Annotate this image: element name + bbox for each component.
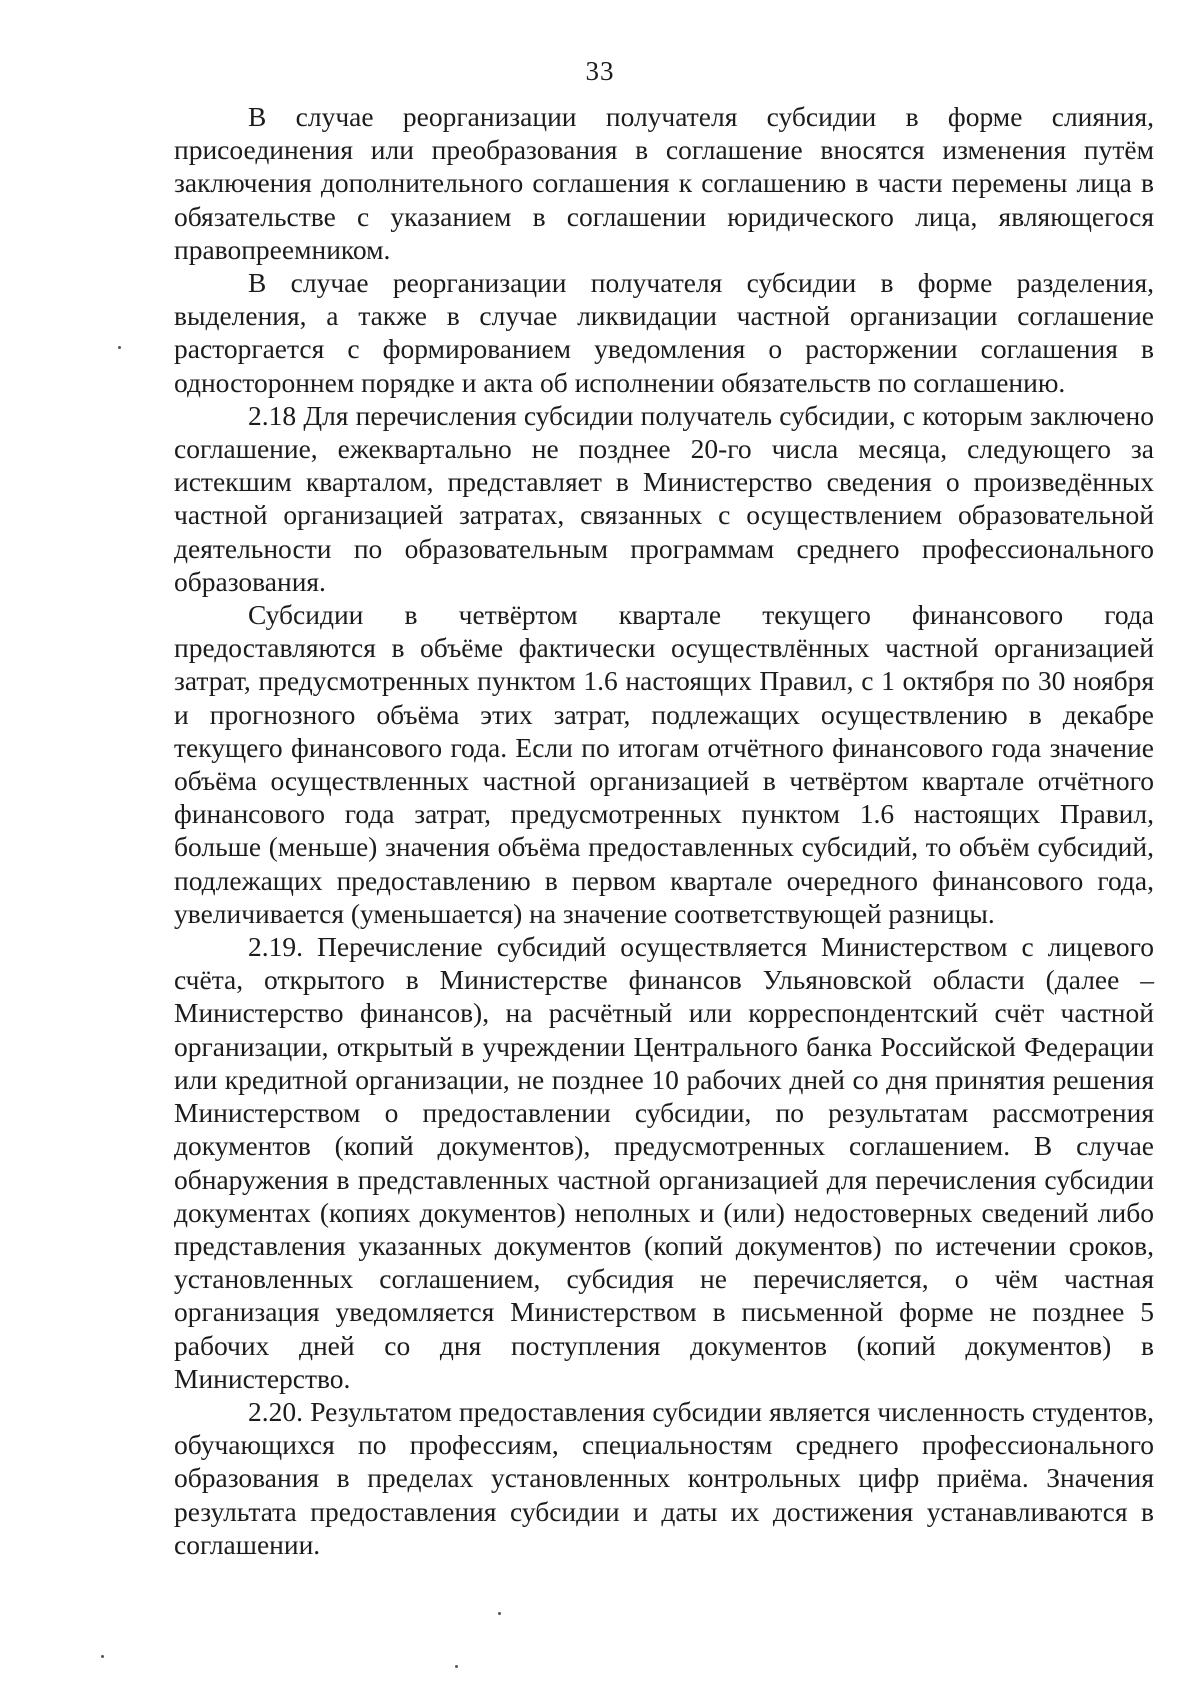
paragraph-reorganization-merger: В случае реорганизации получателя субсидии в форме слияния, присоединения или преобразования в соглашение вносятся изменения путём заключения дополнительного соглашения к соглашению в части перемены лица в обязательстве с указанием в соглашении юридического лица, являющегося правопреемником.	[174, 101, 1154, 265]
scan-speck	[118, 346, 121, 349]
page-number: 33	[585, 56, 615, 86]
scan-speck	[455, 1665, 458, 1668]
paragraph-reorganization-division: В случае реорганизации получателя субсидии в форме разделения, выделения, а также в случае ликвидации частной организации соглашение расторгается с формированием уведомления о расторжении соглашения в одностороннем порядке и акта об исполнении обязательств по соглашению.	[174, 267, 1154, 398]
paragraph-clause-2-19: 2.19. Перечисление субсидий осуществляется Министерством с лицевого счёта, открытого в Министерстве финансов Ульяновской области (далее – Министерство финансов), на расчётный или корреспондентский счёт частной организации, открытый в учреждении Центрального банка Российской Федерации или кредитной организации, не позднее 10 рабочих дней со дня принятия решения Министерством о предоставлении субсидии, по результатам рассмотрения документов (копий документов), предусмотренных соглашением. В случае обнаружения в представленных частной организацией для перечисления субсидии документах (копиях документов) неполных и (или) недостоверных сведений либо представления указанных документов (копий документов) по истечении сроков, установленных соглашением, субсидия не перечисляется, о чём частная организация уведомляется Министерством в письменной форме не позднее 5 рабочих дней со дня поступления документов (копий документов) в Министерство.	[174, 931, 1154, 1394]
scan-speck	[101, 1655, 104, 1658]
scan-speck	[498, 1612, 501, 1615]
document-body	[174, 100, 1154, 1561]
paragraph-clause-2-18: 2.18 Для перечисления субсидии получатель субсидии, с которым заключено соглашение, ежеквартально не позднее 20-го числа месяца, следующего за истекшим кварталом, представляет в Министерство сведения о произведённых частной организацией затратах, связанных с осуществлением образовательной деятельности по образовательным программам среднего профессионального образования.	[174, 399, 1154, 597]
paragraph-fourth-quarter: Субсидии в четвёртом квартале текущего финансового года предоставляются в объёме фактически осуществлённых частной организацией затрат, предусмотренных пунктом 1.6 настоящих Правил, с 1 октября по 30 ноября и прогнозного объёма этих затрат, подлежащих осуществлению в декабре текущего финансового года. Если по итогам отчётного финансового года значение объёма осуществленных частной организацией в четвёртом квартале отчётного финансового года затрат, предусмотренных пунктом 1.6 настоящих Правил, больше (меньше) значения объёма предоставленных субсидий, то объём субсидий, подлежащих предоставлению в первом квартале очередного финансового года, увеличивается (уменьшается) на значение соответствующей разницы.	[174, 599, 1154, 929]
paragraph-clause-2-20: 2.20. Результатом предоставления субсидии является численность студентов, обучающихся по профессиям, специальностям среднего профессионального образования в пределах установленных контрольных цифр приёма. Значения результата предоставления субсидии и даты их достижения устанавливаются в соглашении.	[174, 1395, 1154, 1560]
